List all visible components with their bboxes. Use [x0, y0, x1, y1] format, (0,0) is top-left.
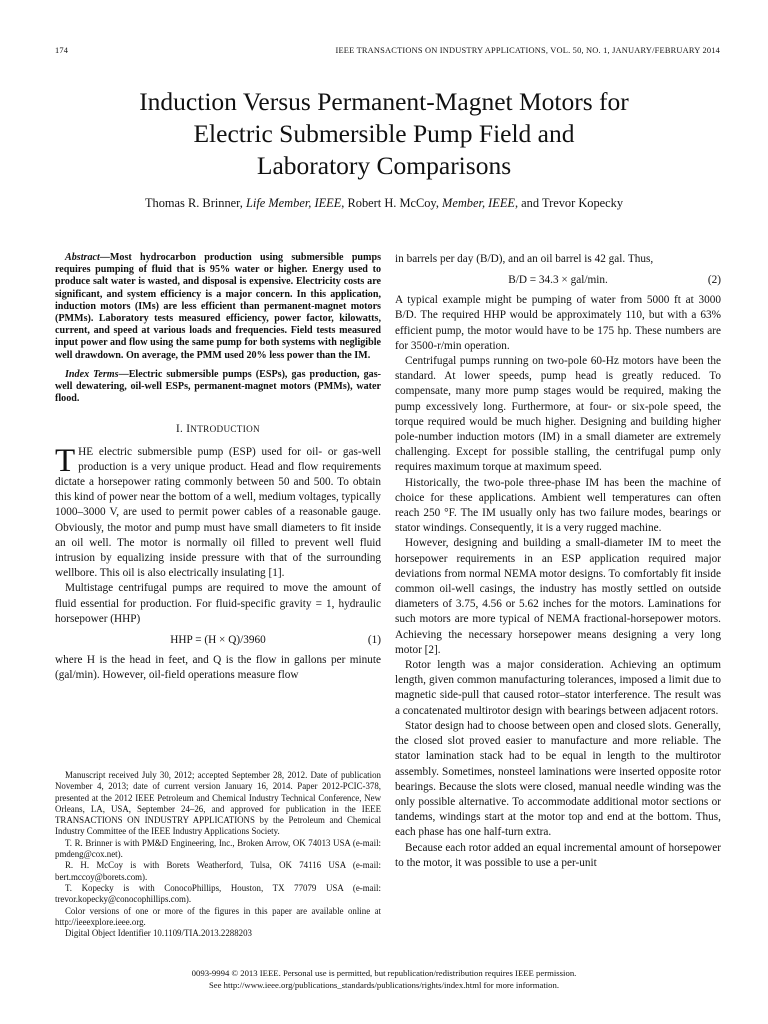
- page-number: 174: [55, 46, 69, 55]
- equation-1-body: HHP = (H × Q)/3960: [170, 634, 266, 647]
- right-column: [395, 252, 721, 871]
- title-line-2: Electric Submersible Pump Field and: [193, 119, 575, 148]
- paper-title: [40, 86, 728, 182]
- right-paragraph-4: However, designing and building a small-diameter IM to meet the horsepower requirements in an ESP application required major deviations from normal NEMA motor designs. To comfortably fit inside common oil-well casings, the industry has mostly settled on outside diameters of 3.75, 4.56 or 5.62 inches for the motors. Laminations for such motors are more typical of NEMA fractional-horsepower motors. Achieving the necessary horsepower means designing a very long motor [2].: [395, 537, 721, 656]
- equation-1-number: (1): [367, 634, 381, 647]
- abstract-text: —Most hydrocarbon production using submersible pumps requires pumping of fluid that is 95% water or higher. Energy used to produce salt water is wasted, and disposal is expensive. Electricity costs are significant, and system efficiency is a major concern. In this application, induction motors (IMs) are less efficient than permanent-magnet motors (PMMs). Laboratory tests measured efficiency, power factor, kilowatts, current, and speed at various loads and frequencies. Field tests measured input power and flow using the same pump for both systems with negligible well drawdown. On average, the PMM used 20% less power than the IM.: [55, 252, 381, 361]
- footnote-doi: Digital Object Identifier 10.1109/TIA.2013.2288203: [65, 928, 252, 939]
- title-line-3: Laboratory Comparisons: [256, 151, 512, 180]
- equation-1: [55, 627, 381, 653]
- abstract-label: Abstract: [65, 252, 100, 263]
- equation-2-body: B/D = 34.3 × gal/min.: [508, 274, 608, 287]
- index-terms-label: Index Terms: [65, 368, 119, 380]
- author-3: , and Trevor Kopecky: [514, 196, 624, 210]
- intro-paragraph-3: where H is the head in feet, and Q is the flow in gallons per minute (gal/min). However, oil-field operations measure flow: [55, 654, 381, 682]
- author-2-role: Member, IEEE: [442, 196, 515, 210]
- title-line-1: Induction Versus Permanent-Magnet Motors for: [139, 87, 629, 116]
- index-terms: [55, 369, 381, 406]
- author-2: , Robert H. McCoy,: [341, 196, 443, 210]
- copyright-footer: [40, 967, 728, 992]
- footnote-color: Color versions of one or more of the figures in this paper are available online at http://ieeexplore.ieee.org.: [55, 905, 381, 927]
- drop-cap: T: [55, 442, 76, 479]
- footnotes: [55, 770, 381, 939]
- right-paragraph-0: in barrels per day (B/D), and an oil barrel is 42 gal. Thus,: [395, 253, 654, 265]
- footnote-manuscript: Manuscript received July 30, 2012; accepted September 28, 2012. Date of publication November 4, 2013; date of current version January 16, 2014. Paper 2012-PCIC-378, presented at the 2012 IEEE Petroleum and Chemical Industry Technical Conference, New Orleans, LA, USA, September 24–26, and approved for publication in the IEEE TRANSACTIONS ON INDUSTRY APPLICATIONS by the Petroleum and Chemical Industry Committee of the IEEE Industry Applications Society.: [55, 770, 381, 837]
- index-terms-text: —Electric submersible pumps (ESPs), gas production, gas-well dewatering, oil-well ESPs, permanent-magnet motors (PMMs), water flood.: [55, 368, 381, 405]
- right-paragraph-2: Centrifugal pumps running on two-pole 60-Hz motors have been the standard. At lower speeds, pump head is greatly reduced. To compensate, many more pump stages would be required, making the pump excessively long. Furthermore, at four- or six-pole speed, the torque required would be much higher. Designing and building higher pole-number induction motors (IM) in a small diameter are extremely challenging. Except for possible stalling, the centrifugal pump only requires maximum torque at maximum speed.: [395, 355, 721, 474]
- right-paragraph-7: Because each rotor added an equal incremental amount of horsepower to the motor, it was possible to use a per-unit: [395, 841, 721, 869]
- right-paragraph-6: Stator design had to choose between open and closed slots. Generally, the closed slot proved easier to manufacture and more reliable. The stator lamination stack had to be equal in length to the multirotor assembly. Sometimes, nonsteel laminations were inserted opposite rotor bearings. Because the slots were closed, manual needle winding was the only possible alternative. To accommodate additional motor sections or tandems, windings start at the motor top and end at the bottom. Thus, each phase has one half-turn extra.: [395, 719, 721, 839]
- section-heading-introduction: I. INTRODUCTION: [176, 423, 260, 436]
- right-paragraph-5: Rotor length was a major consideration. Achieving an optimum length, given common manufacturing tolerances, imposed a limit due to magnetic side-pull that caused rotor–stator interference. The result was a concatenated multirotor design with bearings between adjacent rotors.: [395, 659, 721, 717]
- abstract: [55, 252, 381, 362]
- author-1-role: Life Member, IEEE: [245, 196, 342, 210]
- author-1: Thomas R. Brinner,: [144, 196, 246, 210]
- copyright-line-2: See http://www.ieee.org/publications_standards/publications/rights/index.html for more information.: [208, 980, 560, 991]
- author-list: [40, 196, 728, 211]
- right-paragraph-3: Historically, the two-pole three-phase IM has been the machine of choice for these applications. Ambient well temperatures can often reach 250 °F. The IM usually only has two failure modes, bearings or stator windings. Consequently, it is a very rugged machine.: [395, 476, 721, 535]
- copyright-line-1: 0093-9994 © 2013 IEEE. Personal use is permitted, but republication/redistribution requires IEEE permission.: [191, 968, 577, 978]
- intro-paragraph-2: Multistage centrifugal pumps are required to move the amount of fluid essential for production. For fluid-specific gravity = 1, hydraulic horsepower (HHP): [55, 582, 381, 625]
- journal-header: IEEE TRANSACTIONS ON INDUSTRY APPLICATIONS, VOL. 50, NO. 1, JANUARY/FEBRUARY 2014: [335, 46, 720, 55]
- left-column: [55, 252, 381, 683]
- equation-2-number: (2): [707, 274, 721, 287]
- right-paragraph-1: A typical example might be pumping of water from 5000 ft at 3000 B/D. The required HHP would be approximately 110, but with a 63% efficient pump, the motor would have to be 175 hp. These numbers are for 3500-r/min operation.: [395, 294, 721, 352]
- intro-paragraph-1: THE electric submersible pump (ESP) used for oil- or gas-well production is a very unique product. Head and flow requirements dictate a horsepower rating commonly between 50 and 500. To obtain this kind of power near the bottom of a well, medium voltages, typically 1000–3000 V, are used to permit power cables of a reasonable gauge. Obviously, the motor and pump must have small diameters to fit inside an oil well. The motor is normally oil filled to prevent well fluid intrusion by equalizing inside pressure with that of the surrounding wellbore. This oil is also electrically insulating [1].: [55, 442, 381, 580]
- footnote-author-2: R. H. McCoy is with Borets Weatherford, Tulsa, OK 74116 USA (e-mail: bert.mccoy@borets.com).: [55, 860, 381, 882]
- footnote-author-3: T. Kopecky is with ConocoPhillips, Houston, TX 77079 USA (e-mail: trevor.kopecky@conocophillips.com).: [55, 882, 381, 905]
- equation-2: [395, 267, 721, 293]
- footnote-author-1: T. R. Brinner is with PM&D Engineering, Inc., Broken Arrow, OK 74013 USA (e-mail: pmdeng@cox.net).: [55, 837, 381, 860]
